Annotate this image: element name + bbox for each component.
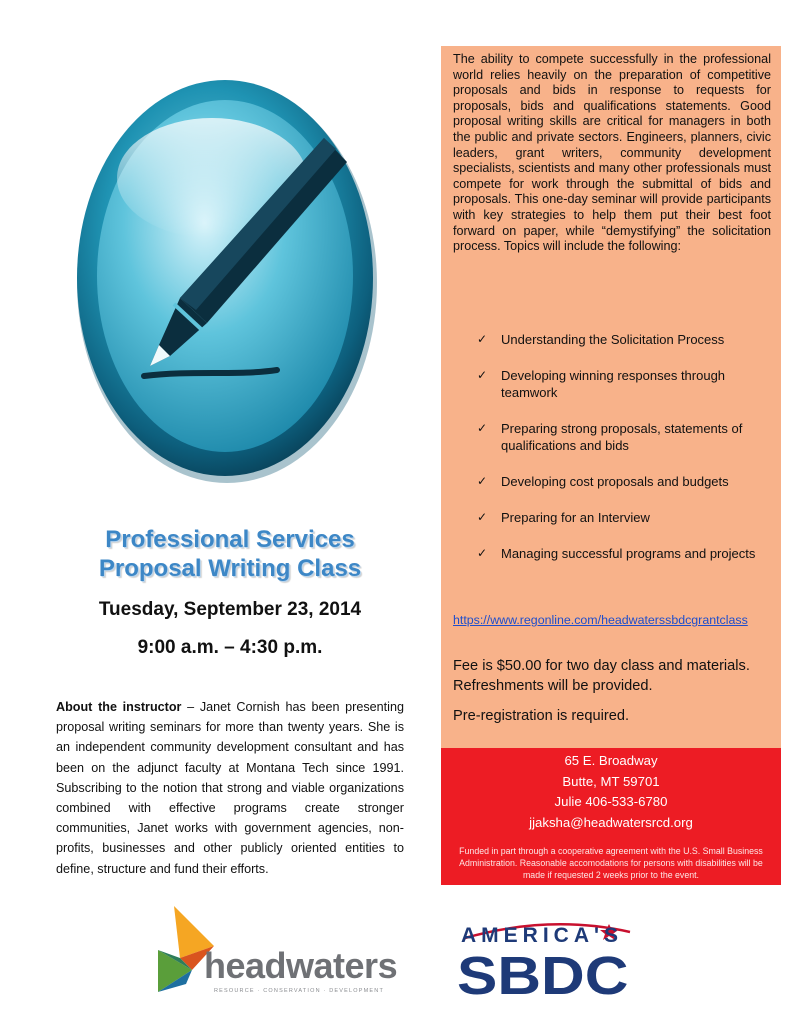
topic-text: Developing cost proposals and budgets (501, 474, 729, 489)
headwaters-tagline: RESOURCE · CONSERVATION · DEVELOPMENT (214, 988, 385, 994)
funding-note: Funded in part through a cooperative agreement with the U.S. Small Business Administration. Reasonable accomodations for persons with disabilities will be made if requested 2 weeks prior to the event. (459, 846, 763, 881)
checkmark-icon: ✓ (477, 368, 488, 382)
preregistration-text: Pre-registration is required. (453, 708, 630, 724)
topic-text: Developing winning responses through teamwork (501, 368, 726, 400)
contact-address-line2: Butte, MT 59701 (562, 773, 660, 789)
list-item (477, 420, 773, 454)
sbdc-logo (455, 918, 645, 1010)
fee-text: Fee is $50.00 for two day class and materials. Refreshments will be provided. (453, 658, 750, 694)
checkmark-icon: ✓ (477, 474, 488, 488)
topic-text: Understanding the Solicitation Process (501, 332, 725, 347)
topic-text: Preparing strong proposals, statements of qualifications and bids (501, 421, 743, 453)
class-title-line1: Professional Services (105, 526, 355, 553)
class-time: 9:00 a.m. – 4:30 p.m. (137, 637, 323, 658)
list-item (477, 331, 773, 348)
list-item (477, 545, 773, 562)
checkmark-icon: ✓ (477, 546, 488, 560)
topic-text: Preparing for an Interview (501, 510, 650, 525)
checkmark-icon: ✓ (477, 421, 488, 435)
list-item (477, 509, 773, 526)
list-item (477, 367, 773, 401)
topic-text: Managing successful programs and projects (501, 546, 756, 561)
contact-phone: Julie 406-533-6780 (554, 794, 668, 810)
description-panel (441, 46, 781, 748)
checkmark-icon: ✓ (477, 332, 488, 346)
intro-paragraph: The ability to compete successfully in the professional world relies heavily on the preparation of competitive proposals and bids in response to requests for proposals, bids and qualifications statements. Good proposal writing skills are critical for managers in both the public and private sectors. Engineers, planners, civic leaders, grant writers, community development specialists, scientists and many other professionals must compete for work through the submittal of bids and proposals. This one-day seminar will provide participants with key strategies to help them put their best foot forward on paper, while “demystifying” the solicitation process. Topics will include the following: (453, 52, 771, 254)
list-item (477, 473, 773, 490)
contact-email[interactable]: jjaksha@headwatersrcd.org (529, 814, 693, 830)
sbdc-main-text: SBDC (457, 946, 629, 1006)
checkmark-icon: ✓ (477, 510, 488, 524)
pen-icon (62, 58, 392, 498)
pen-oval-illustration (62, 58, 392, 498)
about-instructor-label: About the instructor (56, 700, 182, 714)
class-title-line2: Proposal Writing Class (98, 555, 362, 582)
headwaters-logo (150, 906, 410, 1004)
headwaters-wordmark: headwaters (204, 945, 398, 986)
class-title (40, 525, 420, 583)
contact-info (441, 748, 781, 833)
contact-panel (441, 748, 781, 885)
about-instructor-text: – Janet Cornish has been presenting proposal writing seminars for more than twenty years. She is an independent community development consultant and has been on the adjunct faculty at Montana Tech since 1991. Subscribing to the notion that strong and viable organizations combined with effective programs create stronger communities, Janet works with government agencies, non-profits, businesses and other publicly oriented entities to define, structure and fund their efforts. (56, 700, 404, 876)
registration-link[interactable]: https://www.regonline.com/headwaterssbdcgrantclass (453, 613, 748, 627)
contact-address-line1: 65 E. Broadway (564, 753, 658, 768)
sbdc-top-text: AMERICA'S (461, 924, 623, 947)
topics-list (477, 328, 773, 562)
class-date: Tuesday, September 23, 2014 (98, 599, 362, 620)
about-instructor (56, 697, 404, 879)
